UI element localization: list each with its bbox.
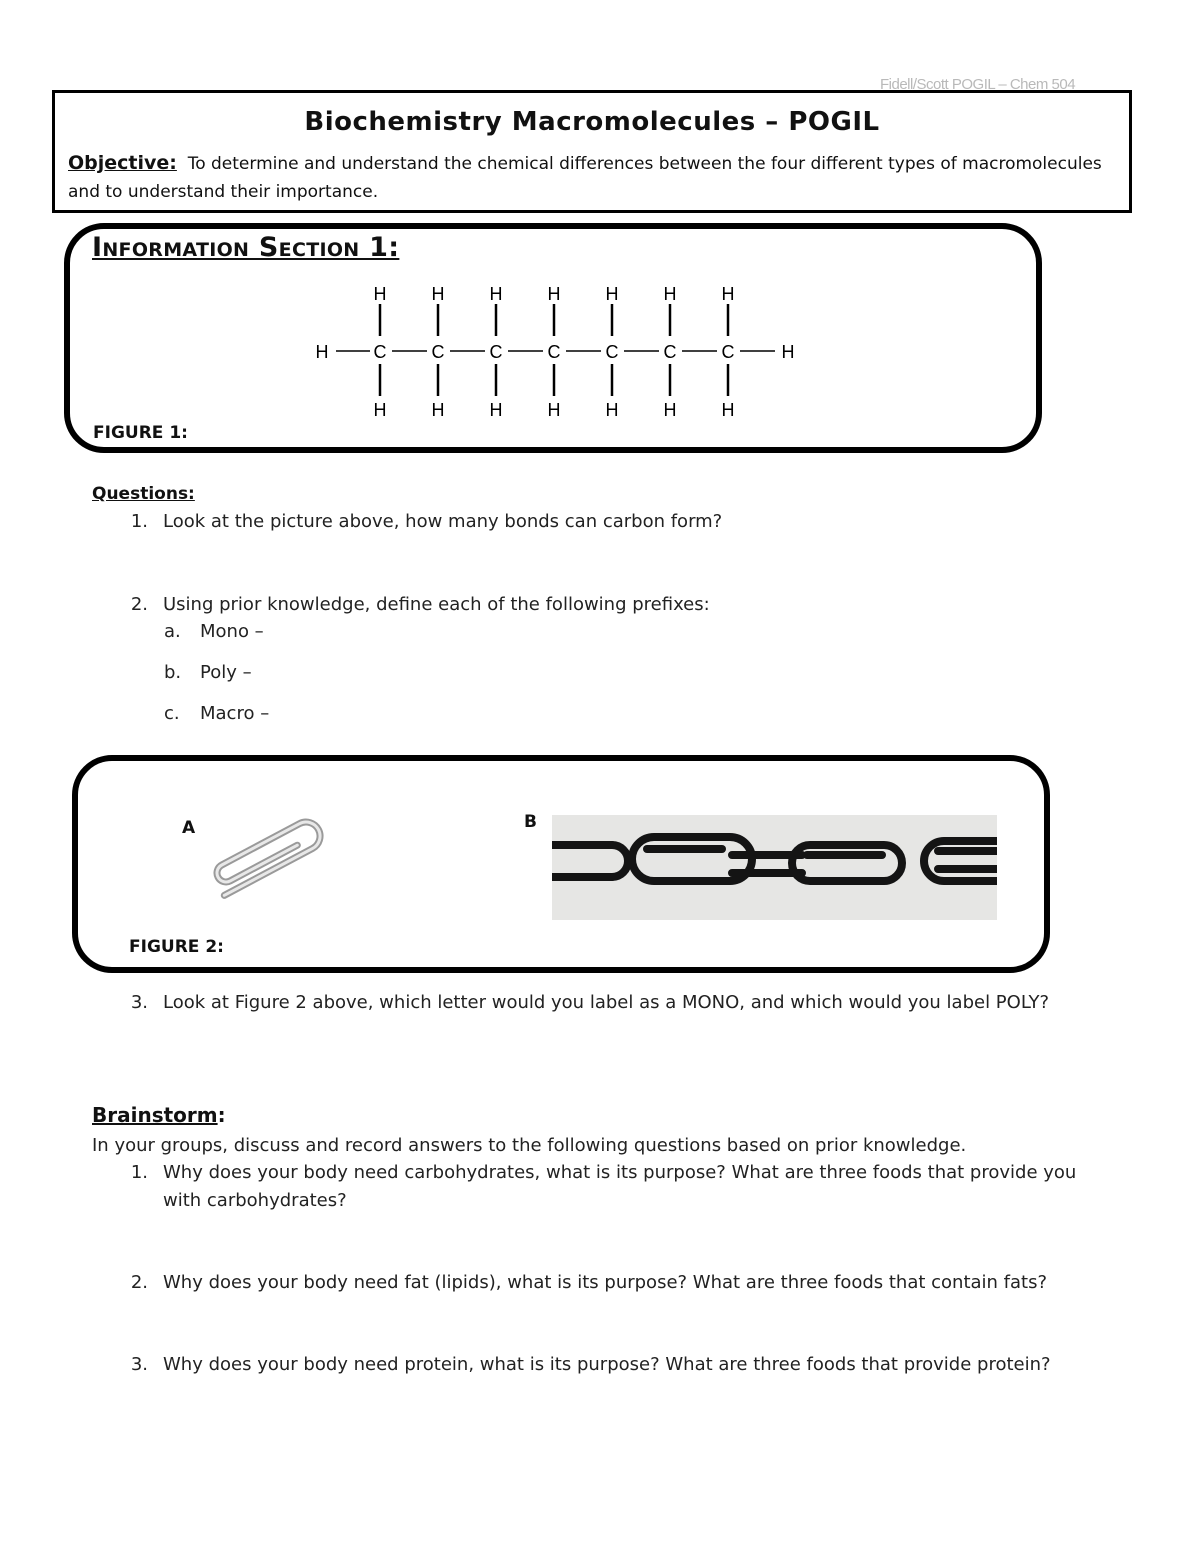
atom-h-top: H [605, 284, 619, 304]
prefix-letter: b. [164, 662, 182, 683]
title-box [52, 90, 1132, 213]
objective [68, 149, 1108, 206]
brainstorm-colon: : [217, 1103, 226, 1127]
prefix-text: Poly – [200, 662, 252, 683]
atom-h-bottom: H [373, 400, 387, 420]
paperclip-chain-image [552, 815, 997, 920]
atom-h-right: H [781, 342, 795, 362]
hydrocarbon-structure-diagram [300, 278, 820, 428]
prefix-item [164, 621, 264, 642]
atom-h-bottom: H [431, 400, 445, 420]
atom-carbon: C [373, 342, 387, 362]
brainstorm-text: Why does your body need fat (lipids), what is its purpose? What are three foods that contain fats? [163, 1272, 1048, 1293]
brainstorm-heading-wrap [92, 1103, 226, 1127]
figure-2-label: FIGURE 2: [129, 937, 224, 957]
question-number: 3. [130, 992, 148, 1013]
brainstorm-number: 1. [130, 1162, 148, 1183]
atom-h-top: H [663, 284, 677, 304]
prefix-letter: c. [164, 703, 180, 724]
atom-carbon: C [547, 342, 561, 362]
brainstorm-text: Why does your body need carbohydrates, what is its purpose? What are three foods that provide you [163, 1162, 1077, 1183]
brainstorm-number: 2. [130, 1272, 148, 1293]
header-note: Fidell/Scott POGIL – Chem 504 [880, 76, 1076, 93]
prefix-text: Mono – [200, 621, 264, 642]
objective-label: Objective: [68, 152, 177, 174]
atom-carbon: C [489, 342, 503, 362]
single-paperclip-image [186, 818, 346, 908]
atom-h-top: H [431, 284, 445, 304]
figure-2-label-b: B [524, 812, 537, 832]
prefix-text: Macro – [200, 703, 270, 724]
brainstorm-text: Why does your body need protein, what is its purpose? What are three foods that provide protein? [163, 1354, 1051, 1375]
brainstorm-number: 3. [130, 1354, 148, 1375]
atom-h-bottom: H [547, 400, 561, 420]
prefix-item [164, 703, 270, 724]
question-number: 2. [130, 594, 148, 615]
atom-h-bottom: H [489, 400, 503, 420]
question-text: Look at Figure 2 above, which letter would you label as a MONO, and which would you label POLY? [163, 992, 1050, 1013]
atom-h-top: H [373, 284, 387, 304]
objective-text: To determine and understand the chemical differences between the four different types of macromolecules and to understand their importance. [68, 154, 1102, 202]
prefix-letter: a. [164, 621, 181, 642]
info-section-title: Information Section 1: [92, 232, 400, 263]
question-text: Look at the picture above, how many bonds can carbon form? [163, 511, 723, 532]
atom-carbon: C [721, 342, 735, 362]
figure-1-label: FIGURE 1: [93, 423, 188, 443]
brainstorm-intro: In your groups, discuss and record answers to the following questions based on prior knowledge. [92, 1135, 967, 1156]
question-text: Using prior knowledge, define each of the following prefixes: [163, 594, 710, 615]
atom-h-bottom: H [605, 400, 619, 420]
page-title: Biochemistry Macromolecules – POGIL [304, 107, 880, 137]
atom-carbon: C [431, 342, 445, 362]
figure-2-label-a: A [182, 818, 196, 838]
atom-h-bottom: H [721, 400, 735, 420]
atom-carbon: C [605, 342, 619, 362]
brainstorm-text-continued: with carbohydrates? [163, 1190, 347, 1211]
brainstorm-heading: Brainstorm [92, 1103, 218, 1127]
atom-h-top: H [547, 284, 561, 304]
atom-h-top: H [721, 284, 735, 304]
prefix-item [164, 662, 252, 683]
atom-h-left: H [315, 342, 329, 362]
atom-h-bottom: H [663, 400, 677, 420]
questions-heading: Questions: [92, 484, 195, 504]
atom-h-top: H [489, 284, 503, 304]
atom-carbon: C [663, 342, 677, 362]
question-number: 1. [130, 511, 148, 532]
